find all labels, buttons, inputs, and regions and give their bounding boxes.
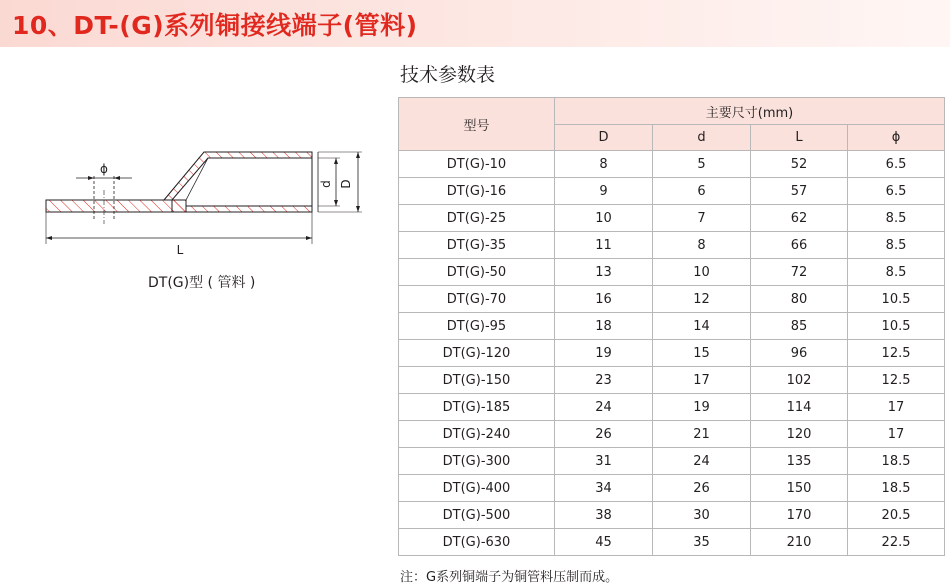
cell-d: 14 [653, 313, 751, 340]
cell-L: 170 [751, 502, 848, 529]
page-title: 10、DT-(G)系列铜接线端子(管料) [12, 11, 418, 40]
cell-L: 57 [751, 178, 848, 205]
cell-model: DT(G)-16 [399, 178, 555, 205]
table-row [399, 340, 945, 367]
table-row [399, 421, 945, 448]
cell-L: 96 [751, 340, 848, 367]
table-row [399, 475, 945, 502]
cell-model: DT(G)-120 [399, 340, 555, 367]
cell-d: 35 [653, 529, 751, 556]
cell-D: 34 [555, 475, 653, 502]
cell-D: 19 [555, 340, 653, 367]
cell-L: 62 [751, 205, 848, 232]
cell-D: 16 [555, 286, 653, 313]
figure-caption: DT(G)型 ( 管料 ) [148, 275, 256, 291]
cell-model: DT(G)-25 [399, 205, 555, 232]
terminal-body [46, 152, 318, 224]
table-row [399, 394, 945, 421]
cell-model: DT(G)-70 [399, 286, 555, 313]
col-header-phi: ϕ [848, 125, 945, 151]
cell-d: 19 [653, 394, 751, 421]
cell-L: 72 [751, 259, 848, 286]
cell-L: 210 [751, 529, 848, 556]
terminal-drawing-svg [34, 140, 374, 260]
cell-d: 26 [653, 475, 751, 502]
cell-d: 8 [653, 232, 751, 259]
cell-phi: 6.5 [848, 151, 945, 178]
cell-phi: 10.5 [848, 313, 945, 340]
col-header-D: D [555, 125, 653, 151]
cell-phi: 8.5 [848, 205, 945, 232]
cell-D: 18 [555, 313, 653, 340]
header-row-top [399, 98, 945, 125]
phi-label: ϕ [100, 162, 108, 176]
cell-d: 7 [653, 205, 751, 232]
table-caption: 技术参数表 [400, 64, 496, 86]
cell-phi: 22.5 [848, 529, 945, 556]
cell-phi: 20.5 [848, 502, 945, 529]
cell-phi: 12.5 [848, 367, 945, 394]
cell-D: 38 [555, 502, 653, 529]
cell-d: 6 [653, 178, 751, 205]
cell-D: 26 [555, 421, 653, 448]
phi-dimension [76, 176, 132, 180]
cell-model: DT(G)-150 [399, 367, 555, 394]
cell-L: 102 [751, 367, 848, 394]
col-header-L: L [751, 125, 848, 151]
d-label: d [319, 180, 333, 188]
D-label: D [339, 179, 353, 189]
table-row [399, 232, 945, 259]
cell-model: DT(G)-630 [399, 529, 555, 556]
cell-D: 24 [555, 394, 653, 421]
length-dimension [46, 212, 312, 244]
cell-d: 24 [653, 448, 751, 475]
table-row [399, 529, 945, 556]
cell-L: 135 [751, 448, 848, 475]
cell-phi: 12.5 [848, 340, 945, 367]
col-header-d: d [653, 125, 751, 151]
cell-model: DT(G)-185 [399, 394, 555, 421]
cell-L: 114 [751, 394, 848, 421]
cell-phi: 10.5 [848, 286, 945, 313]
table-row [399, 448, 945, 475]
cell-d: 12 [653, 286, 751, 313]
cell-D: 13 [555, 259, 653, 286]
footnote: 注：G系列铜端子为铜管料压制而成。 [400, 570, 619, 585]
cell-L: 120 [751, 421, 848, 448]
cell-d: 30 [653, 502, 751, 529]
spec-table-body [399, 151, 945, 556]
cell-L: 85 [751, 313, 848, 340]
cell-L: 150 [751, 475, 848, 502]
cell-D: 23 [555, 367, 653, 394]
cell-d: 15 [653, 340, 751, 367]
terminal-drawing [34, 140, 374, 260]
cell-model: DT(G)-240 [399, 421, 555, 448]
cell-model: DT(G)-400 [399, 475, 555, 502]
cell-phi: 8.5 [848, 232, 945, 259]
cell-phi: 17 [848, 421, 945, 448]
cell-D: 45 [555, 529, 653, 556]
cell-D: 8 [555, 151, 653, 178]
table-row [399, 286, 945, 313]
table-row [399, 151, 945, 178]
table-row [399, 259, 945, 286]
title-band [0, 0, 950, 47]
cell-d: 5 [653, 151, 751, 178]
cell-model: DT(G)-10 [399, 151, 555, 178]
cell-D: 9 [555, 178, 653, 205]
cell-model: DT(G)-500 [399, 502, 555, 529]
cell-model: DT(G)-50 [399, 259, 555, 286]
cell-d: 21 [653, 421, 751, 448]
cell-model: DT(G)-300 [399, 448, 555, 475]
table-row [399, 367, 945, 394]
dimensions-group-header: 主要尺寸(mm) [555, 98, 945, 125]
cell-D: 31 [555, 448, 653, 475]
cell-D: 10 [555, 205, 653, 232]
spec-table [398, 97, 945, 556]
cell-model: DT(G)-95 [399, 313, 555, 340]
cell-phi: 17 [848, 394, 945, 421]
table-row [399, 178, 945, 205]
table-row [399, 313, 945, 340]
table-row [399, 502, 945, 529]
table-row [399, 205, 945, 232]
model-header: 型号 [399, 98, 555, 151]
cell-phi: 18.5 [848, 448, 945, 475]
cell-model: DT(G)-35 [399, 232, 555, 259]
cell-phi: 8.5 [848, 259, 945, 286]
cell-phi: 18.5 [848, 475, 945, 502]
cell-L: 80 [751, 286, 848, 313]
cell-d: 17 [653, 367, 751, 394]
cell-L: 66 [751, 232, 848, 259]
cell-L: 52 [751, 151, 848, 178]
cell-d: 10 [653, 259, 751, 286]
cell-D: 11 [555, 232, 653, 259]
L-label: L [176, 243, 184, 257]
cell-phi: 6.5 [848, 178, 945, 205]
